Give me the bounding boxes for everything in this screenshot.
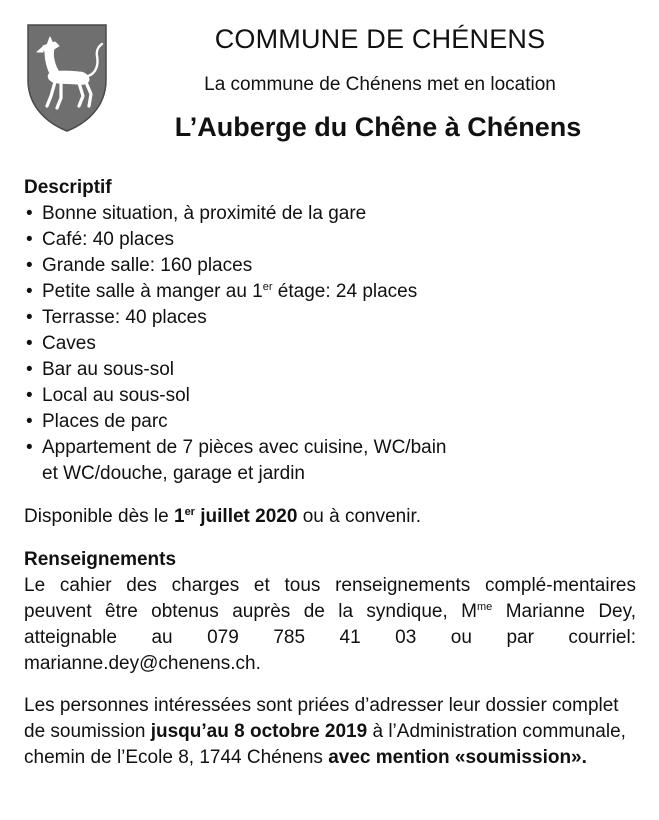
coat-of-arms-greyhound-icon: [25, 22, 109, 134]
info-text: Le cahier des charges et tous renseignements complé-mentaires peuvent être obtenus auprès de la syndique, $M^{me}$ Marianne Dey, atteignable au 079 785 41 03 ou par courriel: marianne.dey@chenens.ch.: [24, 575, 636, 674]
list-item: • Bonne situation, à proximité de la gare: [24, 201, 636, 227]
list-item: • Grande salle: 160 places: [24, 253, 636, 279]
closing-paragraph: Les personnes intéressées sont priées d’adresser leur dossier complet de soumission jusqu’au 8 octobre 2019 à l’Administration communale, chemin de l’Ecole 8, 1744 Chénens avec mention «soumission».: [24, 695, 626, 768]
info-heading: Renseignements: [24, 549, 177, 570]
list-item: • Café: 40 places: [24, 227, 636, 253]
deadline: jusqu’au 8 octobre 2019: [150, 721, 368, 742]
availability-day: 1: [173, 506, 185, 527]
commune-name: COMMUNE DE CHÉNENS: [214, 24, 546, 54]
mention-note: avec mention «soumission».: [328, 747, 587, 768]
ordinal-superscript: er: [262, 281, 273, 293]
availability-date: juillet 2020: [194, 506, 298, 527]
list-item: • Places de parc: [24, 409, 636, 435]
notice-body: [24, 175, 636, 771]
availability-line: Disponible dès le 1er juillet 2020 ou à convenir.: [24, 506, 422, 527]
description-list: [24, 201, 636, 487]
info-section: [24, 547, 636, 677]
page-title: L’Auberge du Chêne à Chénens: [174, 112, 582, 142]
list-item: • Local au sous-sol: [24, 383, 636, 409]
list-item: • Petite salle à manger au 1er étage: 24 places: [24, 279, 636, 305]
list-item: • Caves: [24, 331, 636, 357]
list-item: • Bar au sous-sol: [24, 357, 636, 383]
description-heading: Descriptif: [24, 177, 112, 198]
list-item: • Terrasse: 40 places: [24, 305, 636, 331]
list-item: • Appartement de 7 pièces avec cuisine, WC/bain et WC/douche, garage et jardin: [24, 435, 636, 487]
notice-subtitle: La commune de Chénens met en location: [204, 74, 556, 95]
